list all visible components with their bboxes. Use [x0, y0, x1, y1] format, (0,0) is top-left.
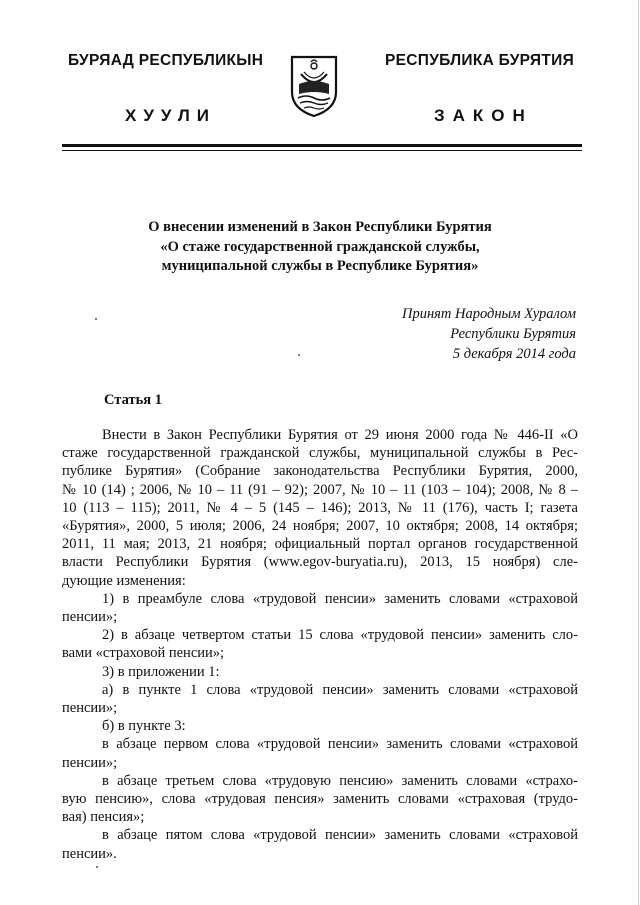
body-line: вая) пенсия»;: [62, 809, 145, 826]
scan-edge: [638, 0, 639, 905]
article-body: [62, 426, 578, 863]
body-line: пенсии»;: [62, 754, 118, 771]
body-line: 2) в абзаце четвертом статьи 15 слова «трудовой пенсии» заменить сло-: [102, 627, 578, 644]
header-rule-thin: [62, 150, 582, 151]
body-line: в абзаце первом слова «трудовой пенсии» заменить словами «страховой: [102, 736, 578, 753]
body-line: вами «страховой пенсии»;: [62, 645, 225, 662]
adoption-line: Республики Бурятия: [450, 326, 576, 342]
adoption-line: Принят Народным Хуралом: [401, 306, 576, 322]
title-line: муниципальной службы в Республике Бурятия»: [161, 258, 479, 274]
body-line: публике Бурятия» (Собрание законодательства Республики Бурятия, 2000,: [62, 463, 578, 480]
body-line: пенсии»;: [62, 700, 118, 717]
body-line: № 10 (14) ; 2006, № 10 – 11 (91 – 92); 2007, № 10 – 11 (103 – 104); 2008, № 8 –: [62, 481, 578, 498]
adoption-line: 5 декабря 2014 года: [452, 346, 576, 362]
title-line: «О стаже государственной гражданской службы,: [160, 238, 480, 255]
scan-speck: [96, 866, 98, 868]
body-line: Внести в Закон Республики Бурятия от 29 июня 2000 года № 446-II «О: [102, 427, 578, 443]
body-line: вую пенсию», слова «трудовая пенсия» заменить словами «страховая (трудо-: [62, 791, 578, 808]
header-rule-thick: [62, 144, 582, 147]
adoption-note: [330, 304, 576, 364]
scan-speck: [298, 354, 300, 356]
scan-speck: [95, 318, 97, 320]
coat-of-arms-icon: [289, 54, 339, 118]
body-line: 10 (113 – 115); 2011, № 4 – 5 (145 – 146); 2013, № 11 (176), часть I; газета: [62, 499, 578, 516]
title-line: О внесении изменений в Закон Республики Бурятия: [148, 219, 492, 235]
body-line: пенсии»;: [62, 609, 118, 626]
body-line: в абзаце третьем слова «трудовую пенсию» заменить словами «страхо-: [102, 772, 578, 789]
header-left-name: БУРЯАД РЕСПУБЛИКЫН: [68, 52, 264, 69]
body-line: в абзаце пятом слова «трудовой пенсии» заменить словами «страховой: [102, 827, 578, 844]
body-line: «Бурятия», 2000, 5 июля; 2006, 24 ноября; 2007, 10 октября; 2008, 14 октября;: [62, 518, 578, 535]
law-title: [100, 218, 540, 277]
header-right-name: РЕСПУБЛИКА БУРЯТИЯ: [385, 52, 575, 69]
article-heading: Статья 1: [104, 392, 162, 408]
body-line: стаже государственной гражданской службы, муниципальной службы в Рес-: [62, 445, 578, 462]
body-line: б) в пункте 3:: [102, 718, 186, 735]
body-line: а) в пункте 1 слова «трудовой пенсии» заменить словами «страховой: [102, 681, 578, 698]
body-line: 3) в приложении 1:: [102, 663, 220, 680]
body-line: 1) в преамбуле слова «трудовой пенсии» заменить словами «страховой: [102, 590, 578, 607]
header-right-type: ЗАКОН: [434, 106, 533, 125]
body-line: пенсии».: [62, 845, 117, 862]
body-line: власти Республики Бурятия (www.egov-buryatia.ru), 2013, 15 ноября) сле-: [62, 554, 578, 571]
body-line: дующие изменения:: [62, 572, 186, 589]
body-line: 2011, 11 мая; 2013, 21 ноября; официальный портал органов государственной: [62, 536, 578, 553]
header-left-type: ХУУЛИ: [125, 106, 216, 125]
